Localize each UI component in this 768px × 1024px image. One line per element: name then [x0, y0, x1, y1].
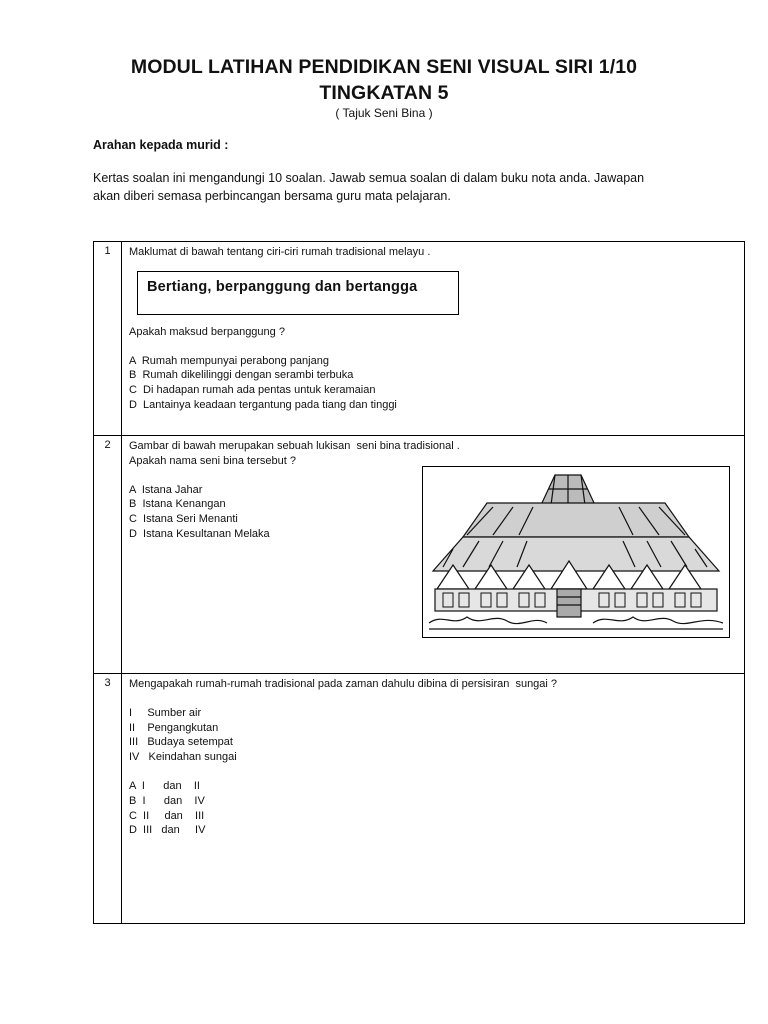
question-number: 1	[94, 242, 122, 436]
question-text: Apakah maksud berpanggung ?	[129, 325, 285, 338]
info-box: Bertiang, berpanggung dan bertangga	[137, 271, 459, 315]
question-row-2	[94, 436, 745, 674]
statement-ii: II Pengangkutan	[129, 721, 219, 734]
option-a: A I dan II	[129, 779, 200, 792]
question-number: 3	[94, 674, 122, 924]
page-subtitle: ( Tajuk Seni Bina )	[335, 106, 433, 120]
option-a: A Istana Jahar	[129, 483, 203, 496]
palace-drawing	[422, 466, 730, 638]
palace-illustration	[423, 467, 729, 637]
question-stem: Mengapakah rumah-rumah tradisional pada zaman dahulu dibina di persisiran sungai ?	[129, 678, 558, 690]
option-d: D Istana Kesultanan Melaka	[129, 527, 270, 540]
option-c: C II dan III	[129, 809, 205, 822]
instructions-text: Kertas soalan ini mengandungi 10 soalan. Jawab semua soalan di dalam buku nota anda. Jawapan akan diberi semasa perbincangan bersama guru mata pelajaran.	[93, 171, 645, 203]
option-d: D Lantainya keadaan tergantung pada tiang dan tinggi	[129, 398, 397, 411]
option-d: D III dan IV	[129, 824, 206, 837]
option-b: B Rumah dikelilinggi dengan serambi terbuka	[129, 369, 354, 382]
option-b: B Istana Kenangan	[129, 498, 226, 511]
question-number: 2	[94, 436, 122, 674]
option-b: B I dan IV	[129, 794, 205, 807]
option-c: C Di hadapan rumah ada pentas untuk keramaian	[129, 384, 376, 397]
option-a: A Rumah mempunyai perabong panjang	[129, 354, 329, 367]
instructions-heading: Arahan kepada murid :	[93, 138, 229, 152]
question-row-3	[94, 674, 745, 924]
statement-iii: III Budaya setempat	[129, 736, 233, 749]
question-stem: Maklumat di bawah tentang ciri-ciri rumah tradisional melayu .	[129, 246, 431, 258]
question-stem: Gambar di bawah merupakan sebuah lukisan seni bina tradisional .	[129, 440, 460, 452]
question-body	[122, 242, 745, 436]
question-text: Apakah nama seni bina tersebut ?	[129, 454, 296, 467]
title-line-1: MODUL LATIHAN PENDIDIKAN SENI VISUAL SIRI 1/10	[130, 56, 638, 78]
questions-table	[93, 241, 745, 924]
statement-iv: IV Keindahan sungai	[129, 751, 237, 764]
option-c: C Istana Seri Menanti	[129, 513, 238, 526]
page-title	[0, 54, 768, 106]
question-body	[122, 674, 745, 924]
title-line-2: TINGKATAN 5	[319, 82, 449, 104]
question-body	[122, 436, 745, 674]
statement-i: I Sumber air	[129, 706, 202, 719]
question-row-1	[94, 242, 745, 436]
